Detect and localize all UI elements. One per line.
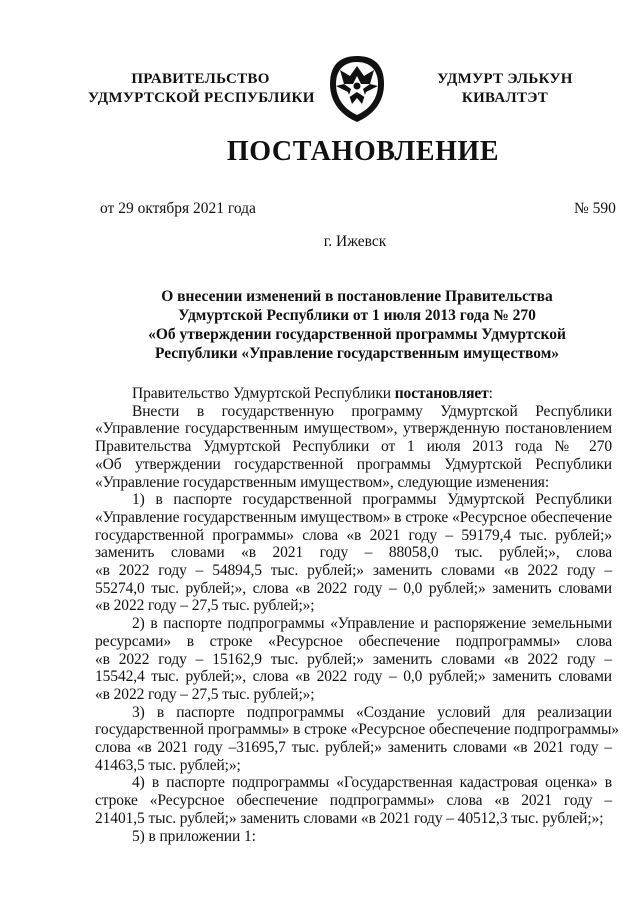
body-paragraph: [95, 774, 612, 827]
paragraph-line: «в 2022 году – 54894,5 тыс. рублей;» заменить словами «в 2022 году –: [95, 562, 612, 580]
paragraph-line: 41463,5 тыс. рублей;»;: [95, 756, 241, 774]
document-subject: [120, 287, 594, 363]
paragraph-line: Внести в государственную программу Удмуртской Республики: [132, 402, 612, 420]
paragraph-line: 21401,5 тыс. рублей;» заменить словами «в 2021 году – 40512,3 тыс. рублей;»;: [95, 809, 604, 827]
udmurt-coat-of-arms-icon: [326, 54, 388, 124]
paragraph-line: «Управление государственным имуществом», следующие изменения:: [95, 473, 550, 491]
body-paragraph: [95, 615, 612, 704]
subject-line: «Об утверждении государственной программы Удмуртской: [148, 326, 566, 343]
subject-line: О внесении изменений в постановление Правительства: [161, 288, 553, 305]
document-title: ПОСТАНОВЛЕНИЕ: [226, 136, 500, 167]
document-city: г. Ижевск: [323, 233, 387, 250]
paragraph-line: 4) в паспорте подпрограммы «Государственная кадастровая оценка» в: [132, 774, 612, 792]
header-left-line-1: ПРАВИТЕЛЬСТВО: [131, 71, 270, 87]
paragraph-line: «Управление государственным имуществом» в строке «Ресурсное обеспечение: [95, 508, 612, 526]
paragraph-line: 55274,0 тыс. рублей;», слова «в 2022 году – 0,0 рублей;» заменить словами: [95, 579, 612, 597]
paragraph-line: Правительства Удмуртской Республики от 1 июля 2013 года № 270: [95, 438, 612, 456]
paragraph-line: заменить словами «в 2021 году – 88058,0 тыс. рублей;», слова: [95, 544, 612, 562]
intro-tail: :: [488, 385, 493, 402]
header-right-line-2: КИВАЛТЭТ: [461, 90, 549, 106]
paragraph-line: «в 2022 году – 27,5 тыс. рублей;»;: [95, 597, 315, 615]
body-paragraph: [95, 491, 612, 615]
paragraph-line: «в 2022 году – 15162,9 тыс. рублей;» заменить словами «в 2022 году –: [95, 650, 612, 668]
body-paragraph: [95, 828, 612, 846]
header-left-line-2: УДМУРТСКОЙ РЕСПУБЛИКИ: [88, 90, 315, 106]
document-body: [95, 385, 619, 845]
intro-paragraph: [95, 385, 612, 403]
paragraph-line: «Управление государственным имуществом», утвержденную постановлением: [95, 420, 612, 438]
body-paragraph: [95, 403, 612, 492]
intro-line: [95, 385, 612, 403]
document-date: от 29 октября 2021 года: [100, 200, 256, 217]
paragraph-line: 2) в паспорте подпрограммы «Управление и распоряжение земельными: [132, 615, 612, 633]
paragraph-line: 15542,4 тыс. рублей;», слова «в 2022 году – 0,0 рублей;» заменить словами: [95, 668, 612, 686]
subject-line: Республики «Управление государственным имуществом»: [154, 345, 560, 362]
intro-emphasis: постановляет: [394, 385, 489, 402]
paragraph-line: государственной программы» в строке «Ресурсное обеспечение подпрограммы»: [95, 721, 619, 739]
paragraph-line: «Об утверждении государственной программы Удмуртской Республики: [95, 455, 612, 473]
intro-text: Правительство Удмуртской Республики: [132, 385, 395, 402]
paragraph-line: ресурсами» в строке «Ресурсное обеспечение подпрограммы» слова: [95, 632, 612, 650]
amendment-paragraphs: [95, 402, 619, 846]
document-number: № 590: [574, 200, 616, 217]
subject-line: Удмуртской Республики от 1 июля 2013 года № 270: [178, 307, 536, 324]
paragraph-line: 3) в паспорте подпрограммы «Создание условий для реализации: [132, 703, 612, 721]
government-name-russian: [88, 70, 313, 108]
paragraph-line: «в 2022 году – 27,5 тыс. рублей;»;: [95, 685, 315, 703]
header-right-line-1: УДМУРТ ЭЛЬКУН: [437, 71, 573, 87]
paragraph-line: государственной программы» слова «в 2021 году – 59179,4 тыс. рублей;»: [95, 526, 612, 544]
paragraph-line: строке «Ресурсное обеспечение подпрограммы» слова «в 2021 году –: [95, 792, 612, 810]
government-name-udmurt: [420, 70, 590, 108]
paragraph-line: слова «в 2021 году –31695,7 тыс. рублей;» заменить словами «в 2021 году –: [95, 739, 612, 757]
paragraph-line: 1) в паспорте государственной программы Удмуртской Республики: [132, 491, 612, 509]
paragraph-line: 5) в приложении 1:: [132, 827, 256, 845]
body-paragraph: [95, 703, 619, 775]
